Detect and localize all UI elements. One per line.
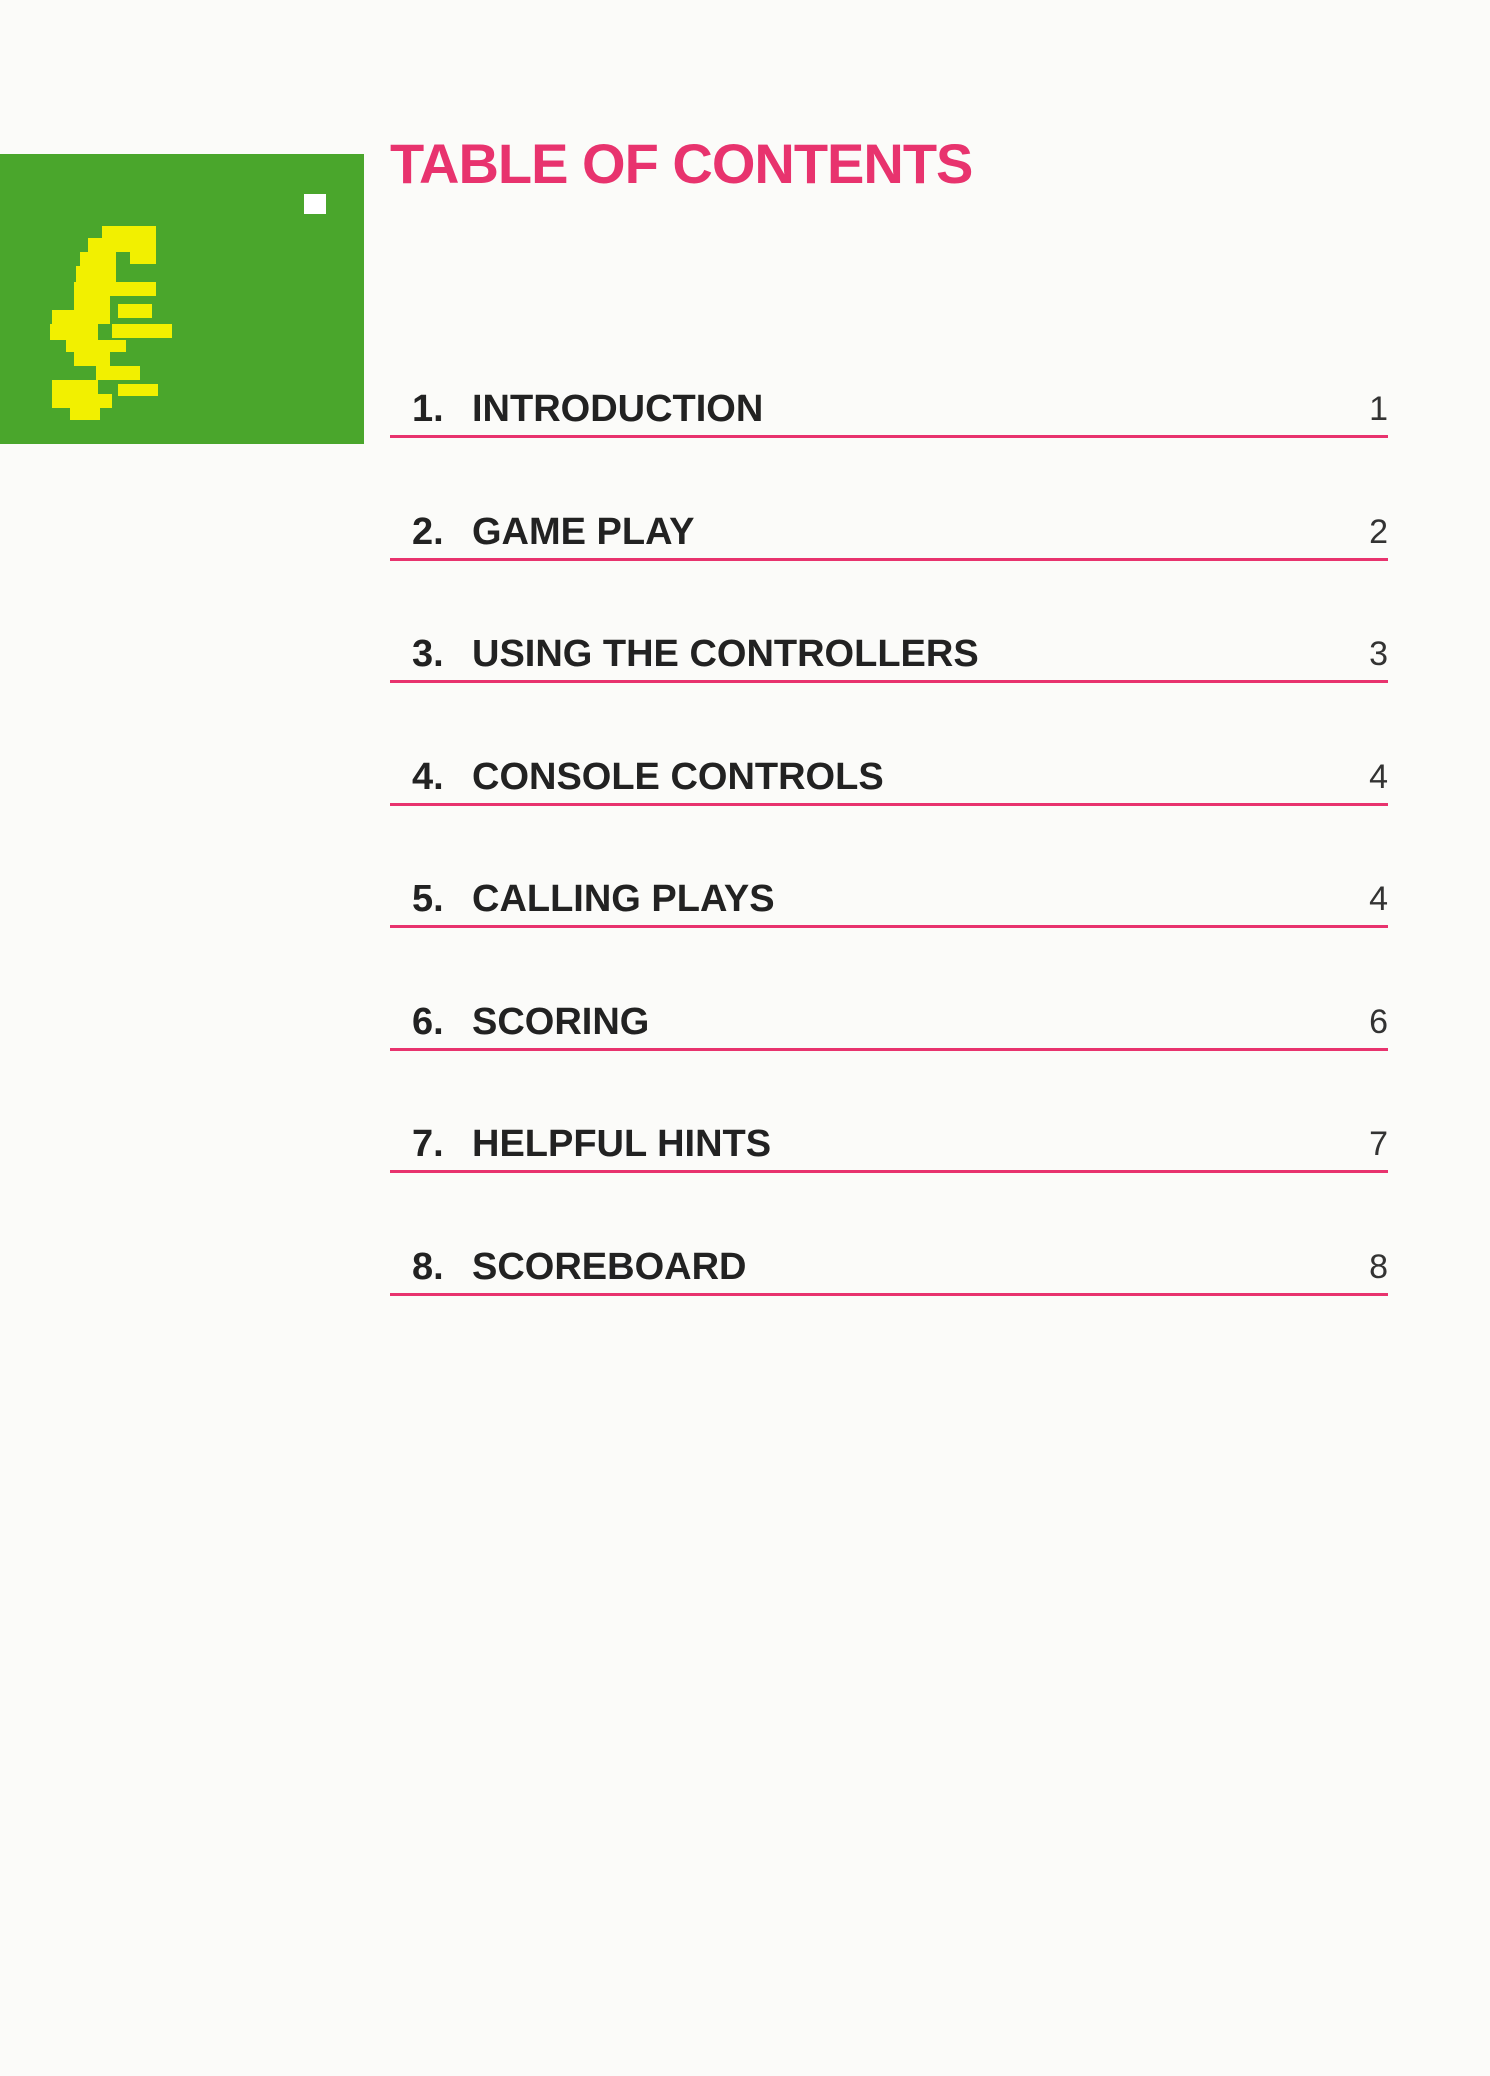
toc-item-number: 8. (412, 1245, 444, 1288)
toc-item[interactable] (390, 868, 1388, 991)
toc-item[interactable] (390, 746, 1388, 869)
toc-divider (390, 1293, 1388, 1296)
toc-item-page: 4 (1369, 880, 1388, 918)
toc-item[interactable] (390, 991, 1388, 1114)
white-pixel-ball-icon (304, 194, 326, 214)
toc-divider (390, 803, 1388, 806)
toc-item-number: 5. (412, 878, 444, 920)
green-illustration-panel (0, 154, 364, 444)
toc-item-page: 7 (1369, 1125, 1388, 1163)
pixel-runner-icon (0, 154, 364, 444)
toc-item-number: 4. (412, 755, 444, 798)
toc-divider (390, 435, 1388, 438)
toc-item-page: 4 (1369, 757, 1388, 796)
toc-item-number: 6. (412, 1000, 444, 1043)
toc-item-page: 2 (1369, 512, 1388, 551)
toc-item-number: 2. (412, 510, 444, 553)
page-title: TABLE OF CONTENTS (390, 132, 973, 195)
toc-item-label: GAME PLAY (472, 510, 695, 553)
toc-item-label: SCOREBOARD (472, 1245, 747, 1288)
toc-item-number: 3. (412, 633, 444, 675)
toc-item-label: CALLING PLAYS (472, 878, 775, 920)
toc-item-label: SCORING (472, 1000, 650, 1043)
toc-divider (390, 680, 1388, 683)
toc-item-page: 6 (1369, 1002, 1388, 1041)
toc-divider (390, 1048, 1388, 1051)
toc-item-label: USING THE CONTROLLERS (472, 633, 979, 675)
toc-item-page: 8 (1369, 1247, 1388, 1286)
toc-item-page: 3 (1369, 635, 1388, 673)
toc-item-label: HELPFUL HINTS (472, 1123, 772, 1165)
toc-item-number: 1. (412, 388, 444, 430)
runner-sprite (50, 226, 172, 420)
toc-item[interactable] (390, 623, 1388, 746)
toc-divider (390, 1170, 1388, 1173)
toc-item[interactable] (390, 1236, 1388, 1359)
toc-item[interactable] (390, 378, 1388, 501)
toc-item[interactable] (390, 501, 1388, 624)
table-of-contents (390, 378, 1388, 1358)
toc-item-label: CONSOLE CONTROLS (472, 755, 884, 798)
toc-item-page: 1 (1369, 390, 1388, 428)
toc-item-number: 7. (412, 1123, 444, 1165)
toc-item-label: INTRODUCTION (472, 388, 764, 430)
toc-divider (390, 558, 1388, 561)
toc-divider (390, 925, 1388, 928)
toc-item[interactable] (390, 1113, 1388, 1236)
